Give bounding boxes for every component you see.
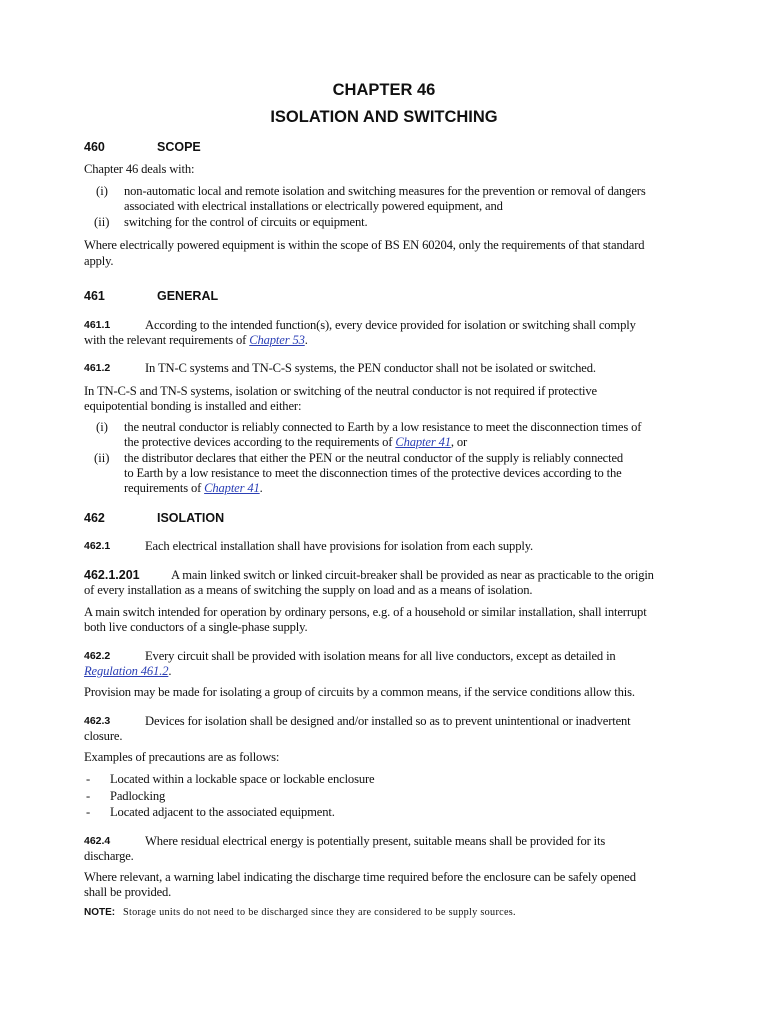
scope-note: Where electrically powered equipment is within the scope of BS EN 60204, only the requirements of that standard (84, 238, 645, 252)
regulation-text: both live conductors of a single-phase supply. (84, 620, 308, 634)
scope-item-text: switching for the control of circuits or equipment. (124, 215, 368, 229)
bullet-dash: - (86, 789, 91, 803)
scope-note: apply. (84, 254, 114, 268)
regulation-text: A main switch intended for operation by ordinary persons, e.g. of a household or similar installation, shall interrupt (84, 605, 647, 619)
bullet-item: Padlocking (110, 789, 166, 803)
regulation-text: Regulation 461.2. (84, 664, 172, 678)
note-label: NOTE: (84, 907, 116, 918)
regulation-number: 461.2 (84, 362, 111, 374)
scope-intro: Chapter 46 deals with: (84, 162, 195, 176)
note-text: Storage units do not need to be discharged since they are considered to be supply sources. (123, 907, 516, 918)
regulation-number: 462.4 (84, 835, 111, 847)
section-462-heading: ISOLATION (157, 511, 225, 525)
scope-item-label: (i) (96, 184, 108, 198)
regulation-text: Where relevant, a warning label indicating the discharge time required before the enclosure can be safely opened (84, 870, 636, 884)
section-460-heading: SCOPE (157, 140, 201, 154)
regulation-text: closure. (84, 729, 123, 743)
list-item-label: (i) (96, 420, 108, 434)
regulation-text: equipotential bonding is installed and either: (84, 399, 302, 413)
regulation-text: In TN-C-S and TN-S systems, isolation or switching of the neutral conductor is not required if protective (84, 384, 597, 398)
bullet-dash: - (86, 805, 91, 819)
regulation-text: According to the intended function(s), every device provided for isolation or switching shall comply (145, 318, 636, 332)
list-item-text: the distributor declares that either the PEN or the neutral conductor of the supply is reliably connected (124, 451, 624, 465)
list-item-text: the protective devices according to the requirements of Chapter 41, or (124, 435, 468, 449)
bullet-item: Located within a lockable space or lockable enclosure (110, 772, 375, 786)
section-460-number: 460 (84, 140, 105, 154)
regulation-text: Provision may be made for isolating a group of circuits by a common means, if the service conditions allow this. (84, 685, 635, 699)
list-item-text: to Earth by a low resistance to meet the disconnection times of the protective devices according to the (124, 466, 622, 480)
regulation-text: In TN-C systems and TN-C-S systems, the PEN conductor shall not be isolated or switched. (145, 361, 596, 375)
regulation-text: discharge. (84, 849, 134, 863)
chapter-number: CHAPTER 46 (332, 81, 436, 99)
regulation-text: Every circuit shall be provided with isolation means for all live conductors, except as detailed in (145, 649, 616, 663)
regulation-text: Each electrical installation shall have provisions for isolation from each supply. (145, 539, 534, 553)
chapter-41-link[interactable]: Chapter 41 (204, 481, 260, 495)
regulation-number: 462.1.201 (84, 568, 140, 582)
section-462-number: 462 (84, 511, 105, 525)
list-item-text: requirements of Chapter 41. (124, 481, 263, 495)
section-461-number: 461 (84, 289, 105, 303)
list-item-text: the neutral conductor is reliably connected to Earth by a low resistance to meet the disconnection times of (124, 420, 642, 434)
regulation-text: Devices for isolation shall be designed and/or installed so as to prevent unintentional or inadvertent (145, 714, 631, 728)
regulation-number: 462.1 (84, 540, 111, 552)
chapter-title: ISOLATION AND SWITCHING (270, 108, 498, 126)
regulation-461-2-link[interactable]: Regulation 461.2 (84, 664, 169, 678)
regulation-text: with the relevant requirements of Chapter 53. (84, 333, 308, 347)
chapter-41-link[interactable]: Chapter 41 (395, 435, 451, 449)
scope-item-label: (ii) (94, 215, 110, 229)
regulation-text: Where residual electrical energy is potentially present, suitable means shall be provided for its (145, 834, 606, 848)
bullet-dash: - (86, 772, 91, 786)
chapter-53-link[interactable]: Chapter 53 (249, 333, 305, 347)
scope-item-text: non-automatic local and remote isolation and switching measures for the prevention or removal of dangers (124, 184, 646, 198)
regulation-text: A main linked switch or linked circuit-breaker shall be provided as near as practicable to the origin (171, 568, 654, 582)
scope-item-text: associated with electrical installations or electrically powered equipment, and (124, 199, 503, 213)
examples-intro: Examples of precautions are as follows: (84, 750, 280, 764)
regulation-number: 462.2 (84, 650, 111, 662)
regulation-number: 461.1 (84, 319, 111, 331)
bullet-item: Located adjacent to the associated equipment. (110, 805, 335, 819)
section-461-heading: GENERAL (157, 289, 219, 303)
regulation-text: of every installation as a means of switching the supply on load and as a means of isolation. (84, 583, 533, 597)
regulation-text: shall be provided. (84, 885, 172, 899)
list-item-label: (ii) (94, 451, 110, 465)
regulation-number: 462.3 (84, 715, 111, 727)
